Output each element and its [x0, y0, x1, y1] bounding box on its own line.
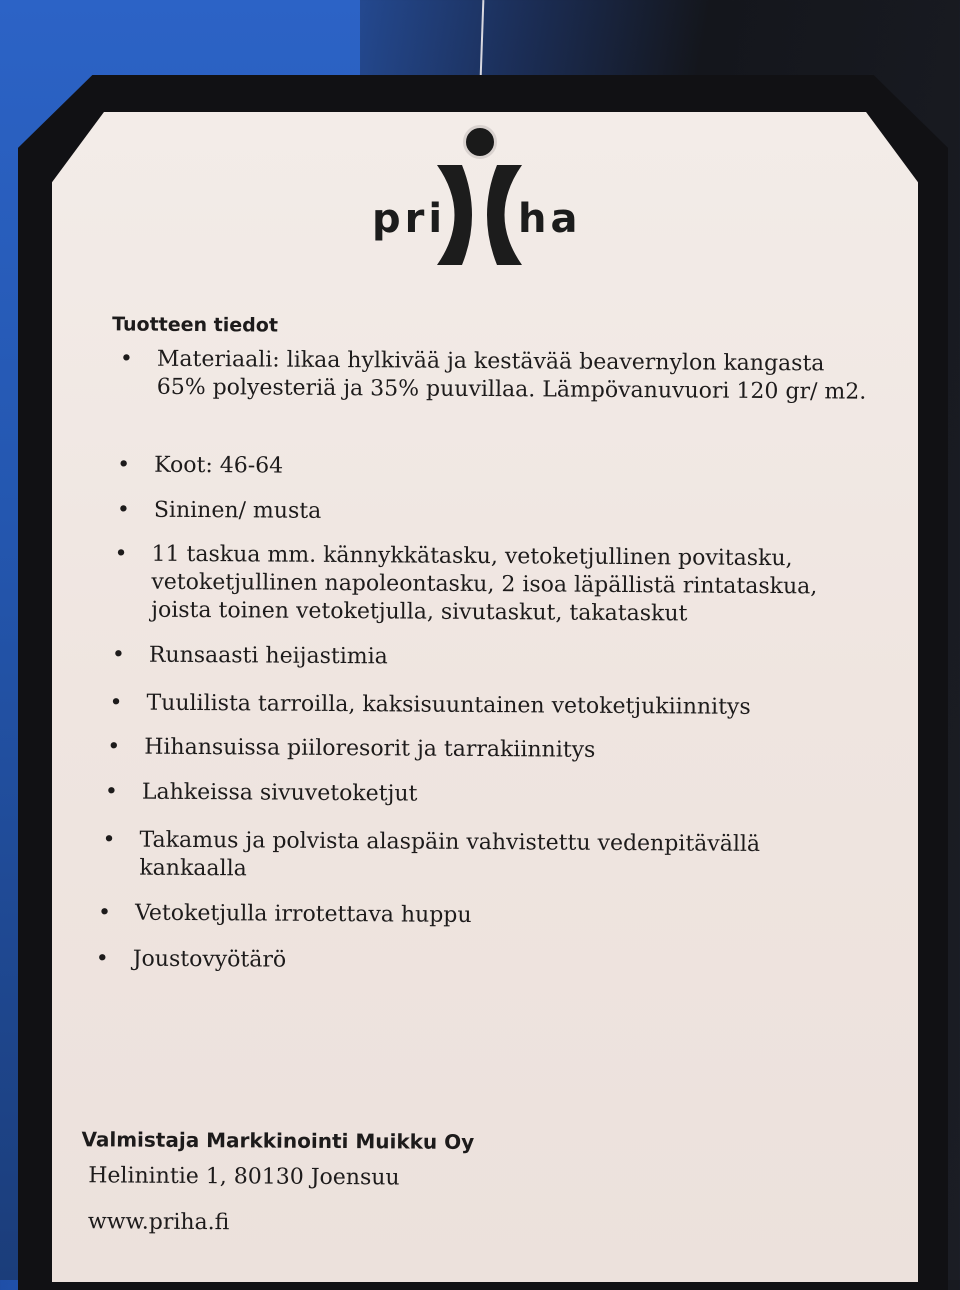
list-item-text: Joustovyötärö — [132, 946, 287, 973]
list-item — [117, 496, 877, 529]
bullet: • — [116, 497, 130, 523]
list-item — [109, 689, 869, 722]
address: Helinintie 1, 80130 Joensuu — [88, 1163, 400, 1191]
list-item — [102, 826, 862, 887]
bullet: • — [117, 452, 131, 478]
bullet: • — [111, 642, 125, 668]
bullet: • — [104, 779, 119, 805]
bullet: • — [114, 541, 128, 567]
bullet: • — [95, 946, 109, 972]
list-item — [120, 345, 880, 406]
list-item-text: Vetoketjulla irrotettava huppu — [134, 900, 472, 928]
website-link: www.priha.fi — [87, 1209, 230, 1236]
section-heading: Tuotteen tiedot — [112, 313, 279, 337]
list-item-text: Lahkeissa sivuvetoketjut — [141, 779, 418, 807]
list-item-text: Materiaali: likaa hylkivää ja kestävää beavernylon kangasta 65% polyesteriä ja 35% puuvillaa. Lämpövanuvuori 120 gr/ m2. — [156, 346, 867, 405]
list-item-text: Runsaasti heijastimia — [148, 642, 388, 670]
list-item-text: Hihansuissa piiloresorit ja tarrakiinnitys — [144, 734, 596, 763]
list-item-text: Koot: 46-64 — [154, 452, 284, 479]
list-item-text: 11 taskua mm. kännykkätasku, vetoketjullinen povitasku, vetoketjullinen napoleontasku, 2 isoa läpällistä rintataskua, joista toinen vetoketjulla, sivutaskut, takataskut — [151, 541, 818, 627]
list-item — [98, 899, 858, 932]
list-item — [114, 540, 875, 629]
list-item — [112, 641, 872, 674]
logo-text-right: ha — [518, 196, 582, 242]
list-item — [96, 945, 856, 978]
list-item-text: Tuulilista tarroilla, kaksisuuntainen vetoketjukiinnitys — [146, 690, 751, 720]
bullet: • — [102, 827, 116, 853]
bullet: • — [109, 690, 123, 716]
bullet: • — [119, 346, 134, 372]
list-item-text: Sininen/ musta — [153, 497, 322, 524]
list-item-text: Takamus ja polvista alaspäin vahvistettu vedenpitävällä kankaalla — [139, 827, 761, 882]
manufacturer: Valmistaja Markkinointi Muikku Oy — [81, 1127, 475, 1154]
logo-text-left: pri — [372, 196, 447, 242]
bullet: • — [107, 734, 121, 760]
bullet: • — [97, 900, 112, 926]
list-item — [117, 451, 877, 484]
list-item — [107, 733, 867, 766]
list-item — [105, 778, 865, 811]
